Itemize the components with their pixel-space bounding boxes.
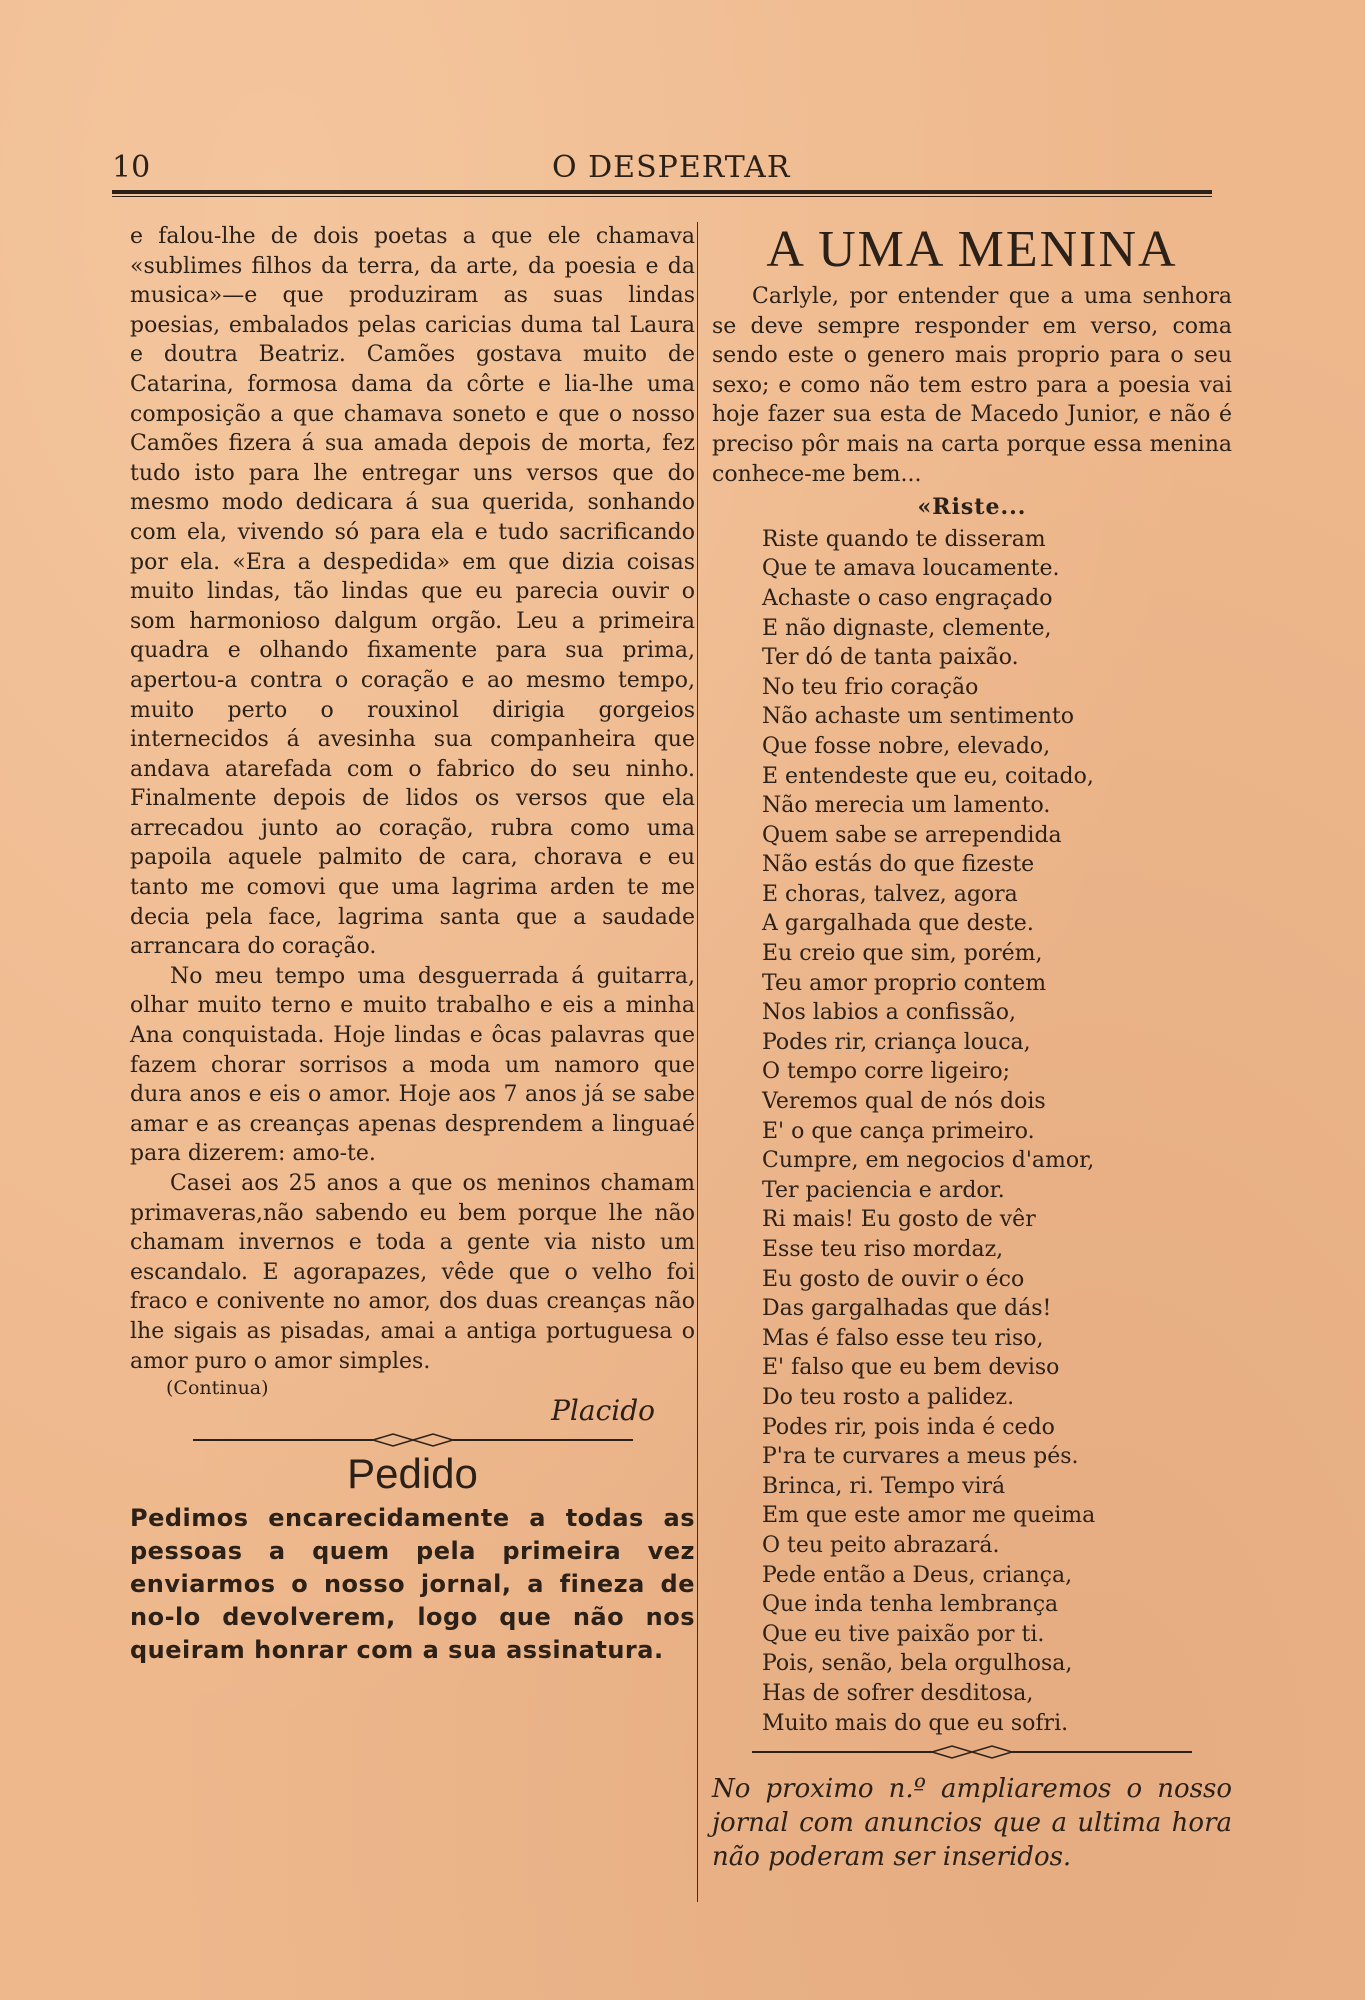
article-paragraph: e falou-lhe de dois poetas a que ele chamava «sublimes filhos da terra, da arte, da poesia e da musica»—e que produziram as suas lindas poesias, embalados pelas caricias duma tal Laura e doutra Beatriz. Camões gostava muito de Catarina, formosa dama da côrte e lia-lhe uma composição a que chamava soneto e que o nosso Camões fizera á sua amada depois de morta, fez tudo isto para lhe entregar uns versos que do mesmo modo dedicara á sua querida, sonhando com ela, vivendo só para ela e tudo sacrificando por ela. «Era a despedida» em que dizia coisas muito lindas, tão lindas que eu parecia ouvir o som harmonioso dalgum orgão. Leu a primeira quadra e olhando fixamente para sua prima, apertou-a contra o coração e ao mesmo tempo, muito perto o rouxinol dirigia gorgeios internecidos á avesinha sua companheira que andava atarefada com o fabrico do seu ninho. Finalmente depois de lidos os versos que ela arrecadou junto ao coração, rubra como uma papoila aquele palmito de cara, chorava e eu tanto me comovi que uma lagrima arden te me decia pela face, lagrima santa que a saudade arrancara do coração. xyxy=(130,224,695,960)
poem-line: Nos labios a confissão, xyxy=(762,1000,1017,1026)
poem-line: Não merecia um lamento. xyxy=(762,793,1051,819)
poem-intro: Carlyle, por entender que a uma senhora se deve sempre responder em verso, coma sendo este o genero mais proprio para o seu sexo; e como não tem estro para a poesia vai hoje fazer sua esta de Macedo Junior, e não é preciso pôr mais na carta porque essa menina conhece-me bem... xyxy=(712,284,1232,487)
poem-line: Brinca, ri. Tempo virá xyxy=(762,1473,1006,1499)
poem-line: Que te amava loucamente. xyxy=(762,556,1060,582)
column-divider xyxy=(697,222,698,1902)
poem-line: Has de sofrer desditosa, xyxy=(762,1680,1034,1706)
page-header xyxy=(112,148,1222,192)
poem xyxy=(712,525,1232,1738)
poem-line: Esse teu riso mordaz, xyxy=(762,1237,1004,1262)
poem-line: O tempo corre ligeiro; xyxy=(762,1059,1011,1085)
header-rule xyxy=(112,190,1212,197)
poem-line: Ter paciencia e ardor. xyxy=(762,1177,1005,1203)
poem-line: Podes rir, pois inda é cedo xyxy=(762,1414,1055,1440)
pedido-heading: Pedido xyxy=(347,1449,478,1497)
poem-line: Ri mais! Eu gosto de vêr xyxy=(762,1207,1036,1233)
masthead-title: O DESPERTAR xyxy=(552,150,791,185)
continua-note: (Continua) xyxy=(166,1377,269,1400)
poem-line: E não dignaste, clemente, xyxy=(762,615,1052,641)
poem-line: Não achaste um sentimento xyxy=(762,704,1074,730)
poem-line: P'ra te curvares a meus pés. xyxy=(762,1444,1079,1470)
announcement-text: No proximo n.º ampliaremos o nosso jornal com anuncios que a ultima hora não poderam ser inseridos. xyxy=(712,1774,1232,1873)
poem-line: Riste quando te disseram xyxy=(762,526,1046,552)
poem-line: Podes rir, criança louca, xyxy=(762,1029,1031,1055)
poem-line: Eu gosto de ouvir o éco xyxy=(762,1266,1025,1292)
author-signature: Placido xyxy=(551,1394,655,1428)
poem-line: Achaste o caso engraçado xyxy=(762,585,1053,611)
poem-line: Em que este amor me queima xyxy=(762,1503,1096,1529)
pedido-text: Pedimos encarecidamente a todas as pessoas a quem pela primeira vez enviarmos o nosso jornal, a fineza de no-lo devolverem, logo que não nos queiram honrar com a sua assinatura. xyxy=(130,1503,695,1664)
article-paragraph: Casei aos 25 anos a que os meninos chamam primaveras,não sabendo eu bem porque lhe não chamam invernos e toda a gente via nisto um escandalo. E agorapazes, vêde que o velho foi fraco e conivente no amor, dos duas creanças não lhe sigais as pisadas, amai a antiga portuguesa o amor puro o amor simples. xyxy=(130,1171,695,1374)
ornament-divider xyxy=(193,1432,633,1448)
poem-line: E' o que cança primeiro. xyxy=(762,1118,1035,1144)
poem-line: Que eu tive paixão por ti. xyxy=(762,1621,1045,1647)
poem-line: Ter dó de tanta paixão. xyxy=(762,645,1019,671)
right-column xyxy=(712,222,1232,1874)
poem-line: E' falso que eu bem deviso xyxy=(762,1355,1060,1381)
poem-heading: A UMA MENINA xyxy=(766,221,1178,278)
left-column xyxy=(130,222,695,1667)
poem-line: Teu amor proprio contem xyxy=(762,970,1047,996)
poem-line: Que fosse nobre, elevado, xyxy=(762,733,1051,759)
poem-line: Que inda tenha lembrança xyxy=(762,1592,1059,1618)
poem-title: «Riste... xyxy=(917,494,1027,521)
poem-line: Quem sabe se arrependida xyxy=(762,822,1062,848)
poem-line: Eu creio que sim, porém, xyxy=(762,941,1043,967)
poem-line: No teu frio coração xyxy=(762,674,979,700)
poem-line: Não estás do que fizeste xyxy=(762,852,1035,878)
poem-line: O teu peito abrazará. xyxy=(762,1532,1000,1558)
poem-line: Pede então a Deus, criança, xyxy=(762,1562,1073,1588)
poem-line: E entendeste que eu, coitado, xyxy=(762,763,1094,789)
poem-line: Das gargalhadas que dás! xyxy=(762,1296,1052,1322)
page-number: 10 xyxy=(112,150,151,185)
poem-line: Pois, senão, bela orgulhosa, xyxy=(762,1651,1073,1677)
article-paragraph: No meu tempo uma desguerrada á guitarra, olhar muito terno e muito trabalho e eis a minha Ana conquistada. Hoje lindas e ôcas palavras que fazem chorar sorrisos a moda um namoro que dura anos e eis o amor. Hoje aos 7 anos já se sabe amar e as creanças apenas desprendem a linguaé para dizerem: amo-te. xyxy=(130,963,695,1167)
poem-line: Muito mais do que eu sofri. xyxy=(762,1710,1069,1736)
poem-line: Do teu rosto a palidez. xyxy=(762,1384,1015,1410)
poem-line: E choras, talvez, agora xyxy=(762,881,1018,907)
poem-line: A gargalhada que deste. xyxy=(762,911,1034,937)
ornament-divider xyxy=(752,1744,1192,1760)
poem-line: Cumpre, em negocios d'amor, xyxy=(762,1148,1095,1174)
poem-line: Veremos qual de nós dois xyxy=(762,1089,1046,1115)
poem-line: Mas é falso esse teu riso, xyxy=(762,1325,1044,1351)
